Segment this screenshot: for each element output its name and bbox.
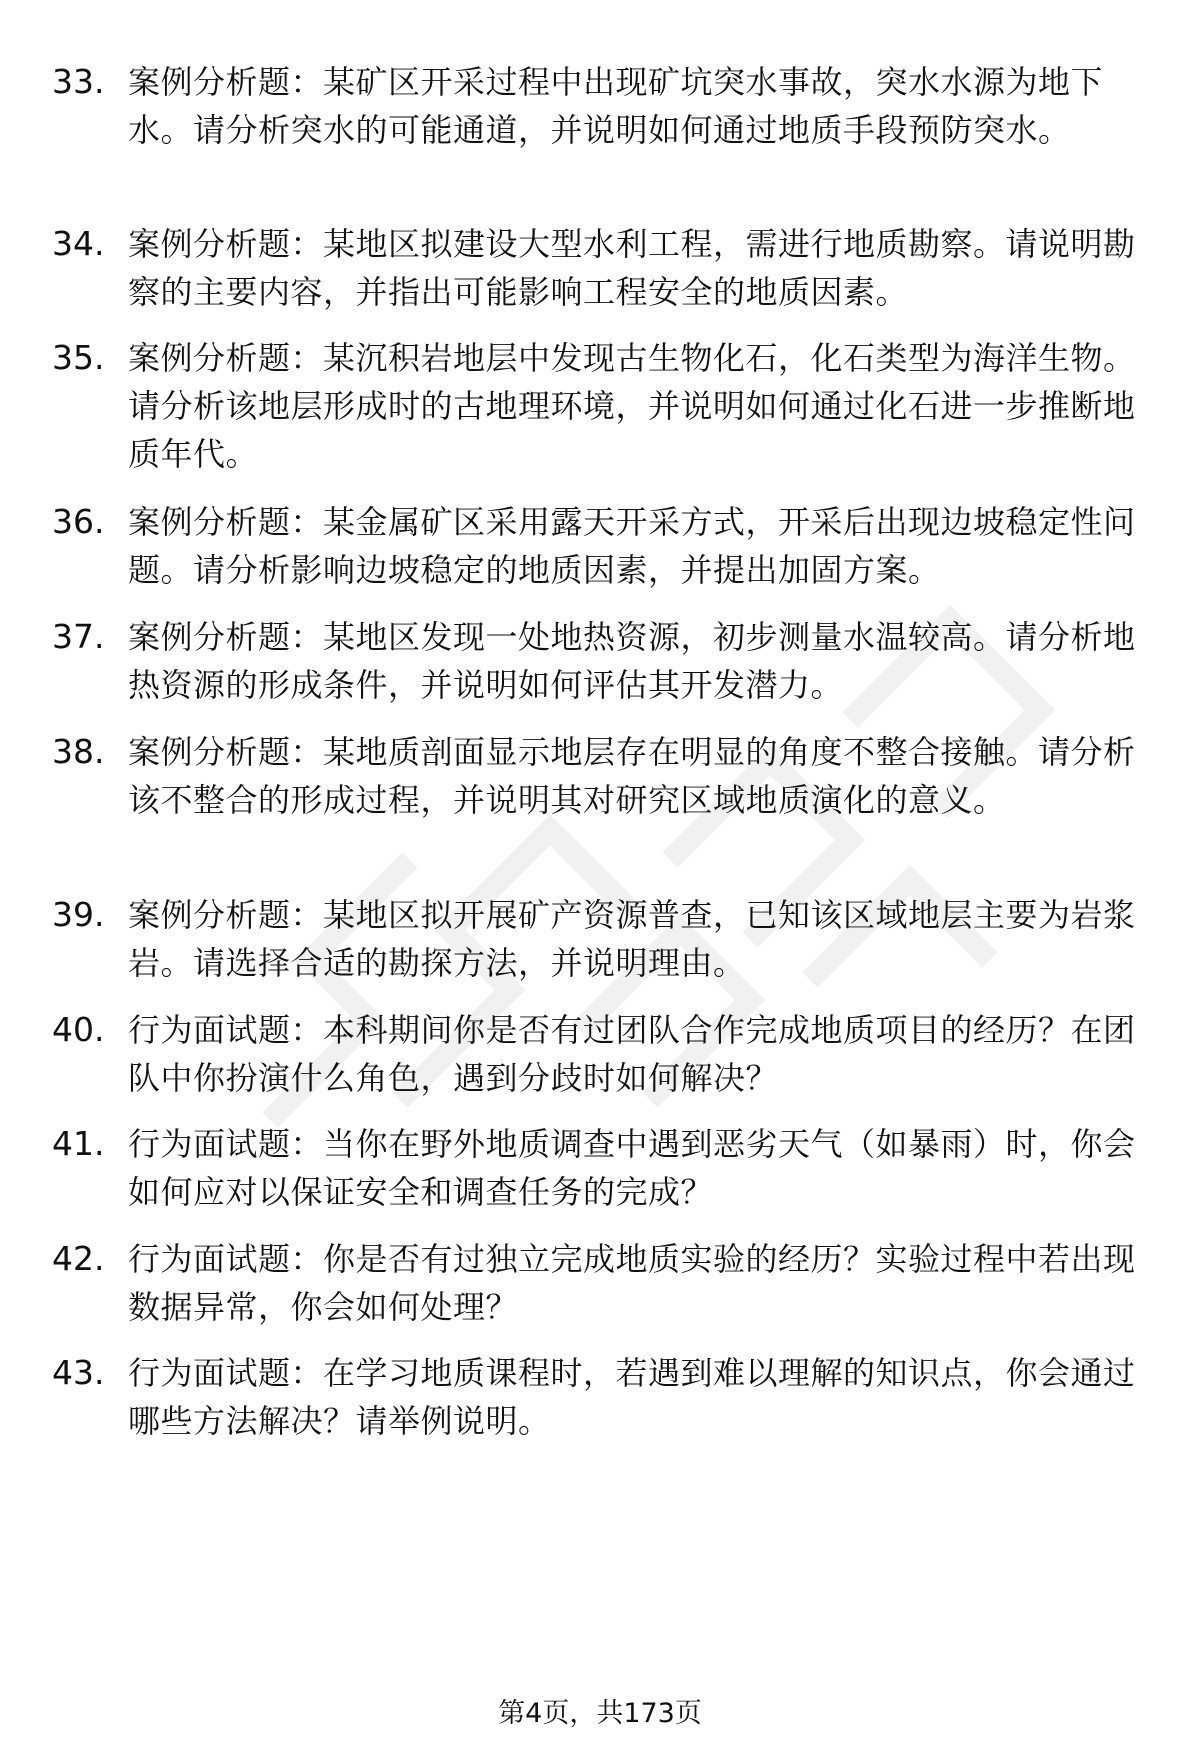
question-text: 行为面试题：本科期间你是否有过团队合作完成地质项目的经历？在团队中你扮演什么角色，遇到分歧时如何解决？ xyxy=(128,1011,1136,1097)
question-text: 行为面试题：当你在野外地质调查中遇到恶劣天气（如暴雨）时，你会如何应对以保证安全和调查任务的完成？ xyxy=(128,1125,1136,1211)
question-number: 33. xyxy=(52,62,105,101)
page-footer: 第4页，共173页 xyxy=(498,1698,702,1729)
question-number: 38. xyxy=(52,732,105,771)
question-text: 行为面试题：在学习地质课程时，若遇到难以理解的知识点，你会通过哪些方法解决？请举例说明。 xyxy=(128,1354,1136,1440)
list-item xyxy=(52,1349,1152,1445)
list-item xyxy=(52,1235,1152,1331)
question-text: 案例分析题：某地区发现一处地热资源，初步测量水温较高。请分析地热资源的形成条件，并说明如何评估其开发潜力。 xyxy=(128,618,1136,704)
question-number: 40. xyxy=(52,1010,105,1049)
list-item xyxy=(52,891,1152,987)
list-item xyxy=(52,58,1152,154)
question-number: 37. xyxy=(52,617,105,656)
question-text: 案例分析题：某地区拟建设大型水利工程，需进行地质勘察。请说明勘察的主要内容，并指出可能影响工程安全的地质因素。 xyxy=(128,225,1136,311)
question-text: 案例分析题：某沉积岩地层中发现古生物化石，化石类型为海洋生物。请分析该地层形成时的古地理环境，并说明如何通过化石进一步推断地质年代。 xyxy=(128,339,1136,473)
question-text: 案例分析题：某金属矿区采用露天开采方式，开采后出现边坡稳定性问题。请分析影响边坡稳定的地质因素，并提出加固方案。 xyxy=(128,503,1136,589)
list-item xyxy=(52,728,1152,824)
question-number: 39. xyxy=(52,895,105,934)
question-number: 43. xyxy=(52,1353,105,1392)
list-item xyxy=(52,498,1152,594)
question-text: 案例分析题：某地区拟开展矿产资源普查，已知该区域地层主要为岩浆岩。请选择合适的勘探方法，并说明理由。 xyxy=(128,896,1136,982)
question-number: 35. xyxy=(52,338,105,377)
list-item xyxy=(52,1120,1152,1216)
question-number: 41. xyxy=(52,1124,105,1163)
list-item xyxy=(52,1006,1152,1102)
question-text: 行为面试题：你是否有过独立完成地质实验的经历？实验过程中若出现数据异常，你会如何处理？ xyxy=(128,1240,1136,1326)
question-number: 34. xyxy=(52,224,105,263)
list-item xyxy=(52,334,1152,478)
question-number: 36. xyxy=(52,502,105,541)
list-item xyxy=(52,613,1152,709)
list-item xyxy=(52,220,1152,316)
question-text: 案例分析题：某矿区开采过程中出现矿坑突水事故，突水水源为地下水。请分析突水的可能通道，并说明如何通过地质手段预防突水。 xyxy=(128,63,1104,149)
question-text: 案例分析题：某地质剖面显示地层存在明显的角度不整合接触。请分析该不整合的形成过程，并说明其对研究区域地质演化的意义。 xyxy=(128,733,1136,819)
question-number: 42. xyxy=(52,1239,105,1278)
